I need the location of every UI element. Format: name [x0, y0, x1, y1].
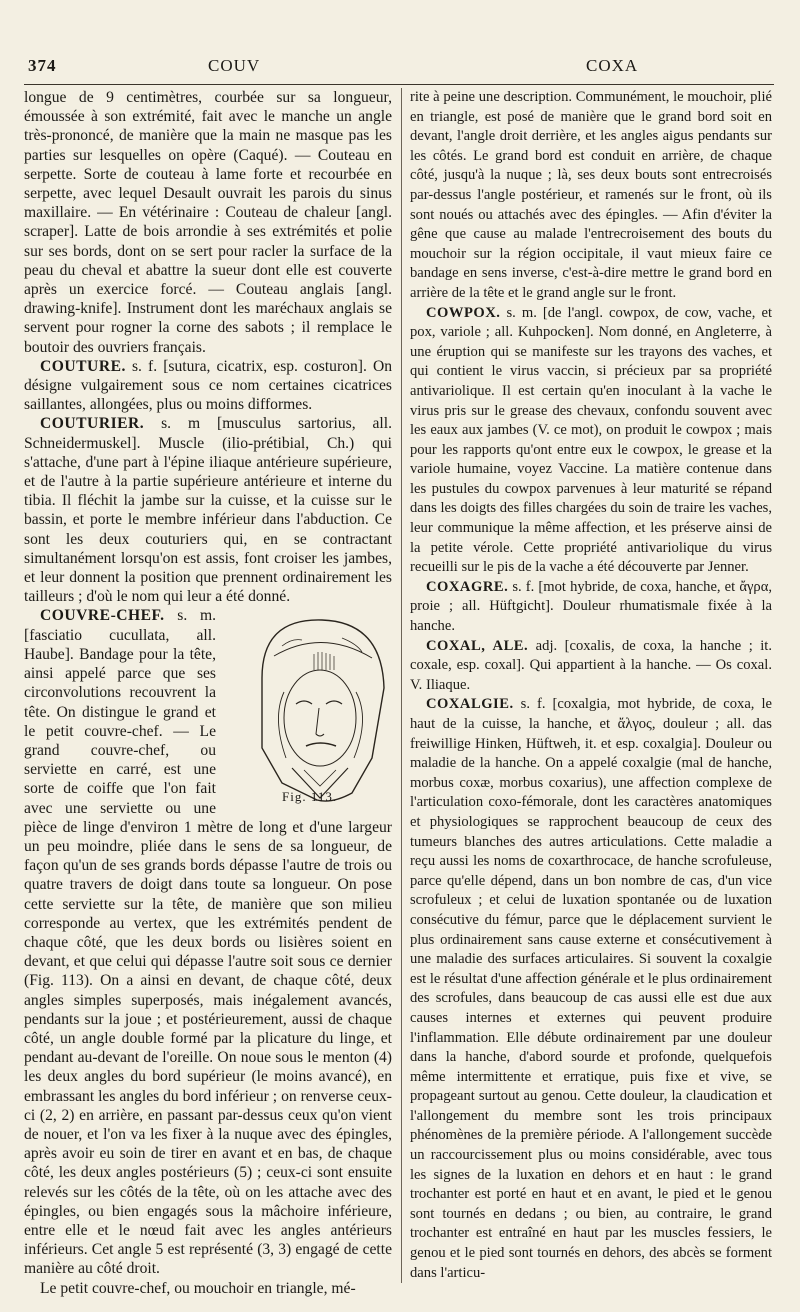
- headword-couture: COUTURE.: [40, 357, 126, 375]
- running-header: [22, 56, 780, 80]
- entry-coxagre-body: s. f. [mot hybride, de coxa, hanche, et ἄγρα, proie ; all. Hüftgicht]. Douleur rhumatismale fixée à la hanche.: [410, 578, 772, 635]
- left-running-head: COUV: [208, 56, 261, 75]
- entry-coxal: [410, 637, 772, 696]
- headword-cowpox: COWPOX.: [426, 304, 501, 321]
- bandaged-head-illustration: [222, 608, 398, 808]
- entry-coxalgie-body: s. f. [coxalgia, mot hybride, de coxa, le haut de la cuisse, la hanche, et ἄλγος, douleur ; all. das freiwillige Hinken, Hüftweh, it. et esp. coxalgia]. Douleur ou maladie de la hanche. On a appelé coxalgie (mal de hanche, morbus coxæ, morbus coxarius), une affection complexe de l'articulation coxo-fémorale, dont les caractères anatomiques et physiologiques se rapprochent beaucoup de ceux des tumeurs blanches des autres articulations. Cette maladie a reçu aussi les noms de coxarthrocace, de hanche scrofuleuse, parce qu'elle dépend, dans un bon nombre de cas, d'un vice scrofuleux ; et celui de luxation spontanée ou de luxation consécutive du fémur, parce que le déplacement survient le plus ordinairement sans cause externe et consécutivement à une maladie des surfaces articulaires. Si souvent la coxalgie est le résultat d'une affection générale et le plus ordinairement des scrofules, dans beaucoup de cas aussi elle est due aux causes internes et externes qui peuvent produire l'inflammation. Elle débute ordinairement par une douleur dans la hanche, d'abord sourde et profonde, quelquefois même intermittente et erratique, puis fixe et vive, se propageant surtout au genou. Cette douleur, la claudication et l'allongement du membre sont les trois principaux phénomènes de la première période. A l'allongement succède un raccourcissement plus ou moins considérable, avec tous les signes de la luxation en dehors et en haut : le grand trochanter est porté en haut et en avant, le pied et le genou sont tournés en dedans ; ou bien, au contraire, le grand trochanter est entraîné en haut par les muscles fessiers, le genou et le pied sont tournés en dehors, des abcès se forment dans l'articu-: [410, 696, 772, 1281]
- entry-couvre-chef-body: s. m. [fasciatio cucullata, all. Haube]. Bandage pour la tête, ainsi appelé parce que ses circonvolutions recouvrent la tête. On distingue le grand et le petit couvre-chef. — Le grand couvre-chef, ou serviette en carré, est une sorte de coiffe que l'on fait avec une serviette ou une pièce de linge d'environ 1 mètre de long et d'une largeur un peu moindre, pliée dans le sens de sa longueur, de façon qu'un de ses grands bords dépasse l'autre de trois ou quatre travers de doigt dans toute sa longueur. On pose cette serviette sur la tête, de manière que son milieu corresponde au vertex, que les extrémités pendent de chaque côté, que les deux bords ou lisières soient en devant, et que celui qui dépasse l'autre soit sous ce dernier (Fig. 113). On a ainsi en devant, de chaque côté, deux angles simples superposés, mais inégalement avancés, pendants sur la joue ; et postérieurement, aussi de chaque côté, un angle double formé par la plicature du linge, et pendant au-devant de l'oreille. On noue sous le menton (4) les deux angles du bord supérieur (le moins avancé), en embrassant les angles du bord inférieur ; on renverse ceux-ci (2, 2) en arrière, en passant par-dessus ceux qu'on vient de nouer, et l'on va les fixer à la nuque avec des épingles, après avoir eu soin de tirer en avant et en bas, de chaque côté, les deux angles postérieurs (5) ; ceux-ci sont ensuite relevés sur les côtés de la tête, où on les attache avec des épingles, ou bien engagés sous la mâchoire inférieure, entre elle et le nœud fait avec les angles antérieurs inférieurs. Cet angle 5 est représenté (3, 3) engagé de cette manière au côté droit.: [24, 607, 392, 1278]
- header-rule: [24, 84, 774, 85]
- headword-coxalgie: COXALGIE.: [426, 696, 514, 713]
- paragraph-petit-couvre-chef: Le petit couvre-chef, ou mouchoir en triangle, mé-: [40, 1279, 356, 1297]
- page-number: 374: [28, 56, 57, 75]
- paragraph-couteau-continued: longue de 9 centimètres, courbée sur sa longueur, émoussée à son extrémité, fait avec le manche un angle très-prononcé, de manière que la main ne masque pas les parties sur lesquelles on opère (Caqué). — Couteau en serpette. Sorte de couteau à lame forte et recourbée en serpette, avec lequel Desault ouvrait les parois du sinus maxillaire. — En vétérinaire : Couteau de chaleur [angl. scraper]. Latte de bois arrondie à ses extrémités et polie sur ses bords, dont on se sert pour racler la surface de la peau du cheval et abattre la sueur dont elle est couverte après un exercice forcé. — Couteau anglais [angl. drawing-knife]. Instrument dont les maréchaux anglais se servent pour rogner la corne des sabots ; il remplace le boutoir des ouvriers français.: [24, 89, 392, 356]
- entry-cowpox: [410, 304, 772, 578]
- entry-cowpox-body: s. m. [de l'angl. cowpox, de cow, vache, et pox, variole ; all. Kuhpocken]. Nom donné, en Angleterre, à une éruption qui se manifeste sur les trayons des vaches, et qui contient le virus vaccin, si précieux par sa propriété antivariolique. Il est certain qu'en inoculant à la vache le virus pris sur le grease des chevaux, confondu souvent avec les eaux aux jambes (V. ce mot), on produit le cowpox ; mais pour les rapports qu'ont entre eux le cowpox, le grease et la variole humaine, voyez Vaccine. La matière contenue dans les pustules du cowpox parvenues à leur maturité se répand dans les doigts des filles chargées du soin de traire les vaches, leur communique la même affection, et les préserve ainsi de la petite vérole. Cette propriété antivariolique du virus recueilli sur le pis de la vache a été découverte par Jenner.: [410, 304, 772, 576]
- headword-couturier: COUTURIER.: [40, 415, 145, 433]
- paragraph-mouchoir-continued: rite à peine une description. Communément, le mouchoir, plié en triangle, est posé de manière que le grand bord soit en devant, l'angle droit derrière, et les angles aigus pendants sur les côtés. Le grand bord est conduit en arrière, de chaque côté, jusqu'à la nuque ; là, ses deux bouts sont entrecroisés par-dessus l'angle postérieur, et ramenés sur le front, où ils sont noués ou attachés avec des épingles. — Afin d'éviter la gêne que cause au malade l'entrecroisement des bouts du mouchoir sur la région occipitale, il vaut mieux faire ce bandage en sens inverse, c'est-à-dire mettre le grand bord en arrière de la tête et le grand angle sur le front.: [410, 89, 772, 301]
- headword-coxal: COXAL, ALE.: [426, 637, 529, 654]
- figure-caption: Fig. 113.: [282, 789, 338, 805]
- right-running-head: COXA: [586, 56, 639, 75]
- entry-couvre-chef: [24, 606, 392, 1278]
- column-divider: [401, 88, 402, 1283]
- entry-coxalgie: [410, 695, 772, 1283]
- entry-couturier-body: s. m [musculus sartorius, all. Schneidermuskel]. Muscle (ilio-prétibial, Ch.) qui s'attache, d'une part à l'épine iliaque antérieure supérieure, et de l'autre à la partie supérieure antérieure et interne du tibia. Il fléchit la jambe sur la cuisse, et la cuisse sur le bassin, et porte le membre inférieur dans l'abduction. Ce sont les deux couturiers qui, en se contractant simultanément lorsqu'on est assis, font croiser les jambes, et leur donnent la position que prennent ordinairement les tailleurs ; d'où le nom qui leur a été donné.: [24, 415, 392, 606]
- entry-coxagre: [410, 578, 772, 637]
- headword-couvre-chef: COUVRE-CHEF.: [40, 607, 165, 625]
- entry-couture-body: s. f. [sutura, cicatrix, esp. costuron]. On désigne vulgairement sous ce nom certaines cicatrices saillantes, allongées, plus ou moins difformes.: [24, 357, 392, 414]
- entry-coxal-body: adj. [coxalis, de coxa, la hanche ; it. coxale, esp. coxal]. Qui appartient à la hanche. — Os coxal. V. Iliaque.: [410, 637, 772, 693]
- entry-couture: [24, 357, 392, 415]
- right-column: [410, 88, 772, 1283]
- headword-coxagre: COXAGRE.: [426, 578, 509, 595]
- left-column: [24, 88, 392, 1298]
- figure-113: [222, 608, 398, 808]
- entry-couturier: [24, 414, 392, 606]
